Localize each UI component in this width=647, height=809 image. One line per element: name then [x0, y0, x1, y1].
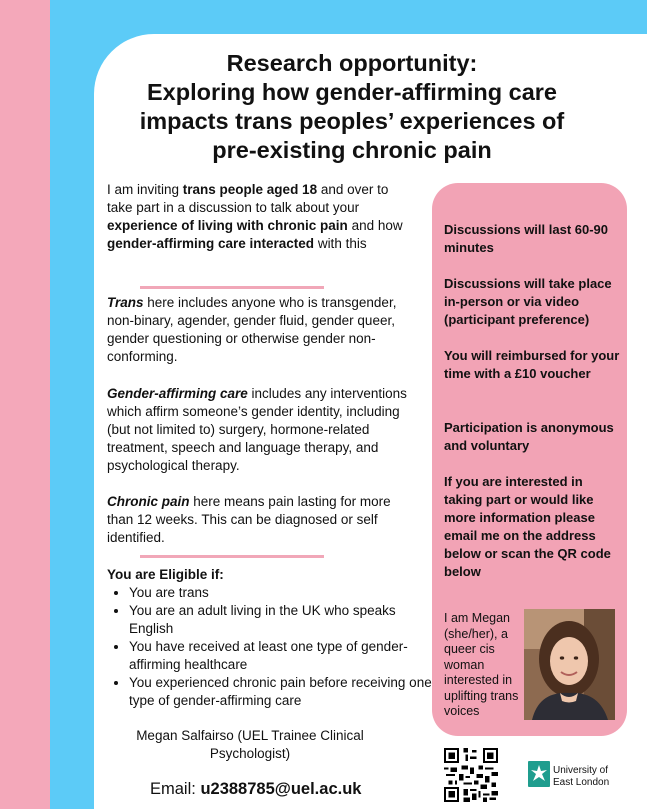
title-line-4: pre-existing chronic pain	[212, 137, 492, 163]
eligibility-item: • You experienced chronic pain before receiving one type of gender-affirming care	[129, 674, 439, 710]
researcher-signature: Megan Salfairso (UEL Trainee Clinical Psychologist)	[136, 728, 364, 761]
university-logo	[528, 760, 628, 796]
panel-interest: If you are interested in taking part or would like more information please email me on the address below or scan the QR code below	[444, 474, 611, 579]
eligibility-heading: You are Eligible if:	[107, 567, 224, 582]
panel-duration: Discussions will last 60-90 minutes	[444, 222, 609, 255]
panel-anonymity: Participation is anonymous and voluntary	[444, 420, 614, 453]
eligibility-item: • You are an adult living in the UK who speaks English	[129, 602, 439, 638]
title-line-3: impacts trans peoples’ experiences of	[139, 108, 565, 134]
panel-location: Discussions will take place in-person or via video (participant preference)	[444, 276, 612, 327]
pink-side-stripe	[0, 0, 50, 809]
eligibility-item: • You are trans	[129, 584, 439, 602]
uel-logo-icon	[528, 761, 550, 787]
researcher-bio: I am Megan (she/her), a queer cis woman interested in uplifting trans voices	[444, 611, 519, 718]
email-address-link[interactable]: u2388785@uel.ac.uk	[200, 780, 362, 798]
flyer-title	[104, 49, 600, 165]
gender-affirming-care-definition: Gender-affirming care includes any interventions which affirm someone’s gender identity, including (but not limited to) surgery, hormone-related treatment, speech and language therapy, and psychological therapy.	[107, 386, 407, 473]
eligibility-list	[107, 584, 439, 710]
panel-reimbursement: You will reimbursed for your time with a £10 voucher	[444, 348, 620, 381]
qr-code-icon[interactable]	[444, 748, 498, 802]
university-name: University of East London	[553, 765, 610, 788]
chronic-pain-definition: Chronic pain here means pain lasting for more than 12 weeks. This can be diagnosed or self identified.	[107, 494, 391, 545]
title-line-1: Research opportunity:	[226, 50, 478, 76]
trans-definition: Trans here includes anyone who is transgender, non-binary, agender, gender fluid, gender queer, gender questioning or otherwise gender non-conforming.	[107, 295, 397, 364]
title-line-2: Exploring how gender-affirming care	[147, 79, 557, 105]
portrait-photo	[524, 609, 615, 720]
intro-paragraph: I am inviting trans people aged 18 and over to take part in a discussion to talk about your experience of living with chronic pain and how gender-affirming care interacted with this	[107, 182, 403, 251]
section-divider-2	[140, 555, 324, 558]
section-divider-1	[140, 286, 324, 289]
eligibility-item: • You have received at least one type of gender-affirming healthcare	[129, 638, 439, 674]
contact-email: Email: u2388785@uel.ac.uk	[150, 780, 362, 798]
